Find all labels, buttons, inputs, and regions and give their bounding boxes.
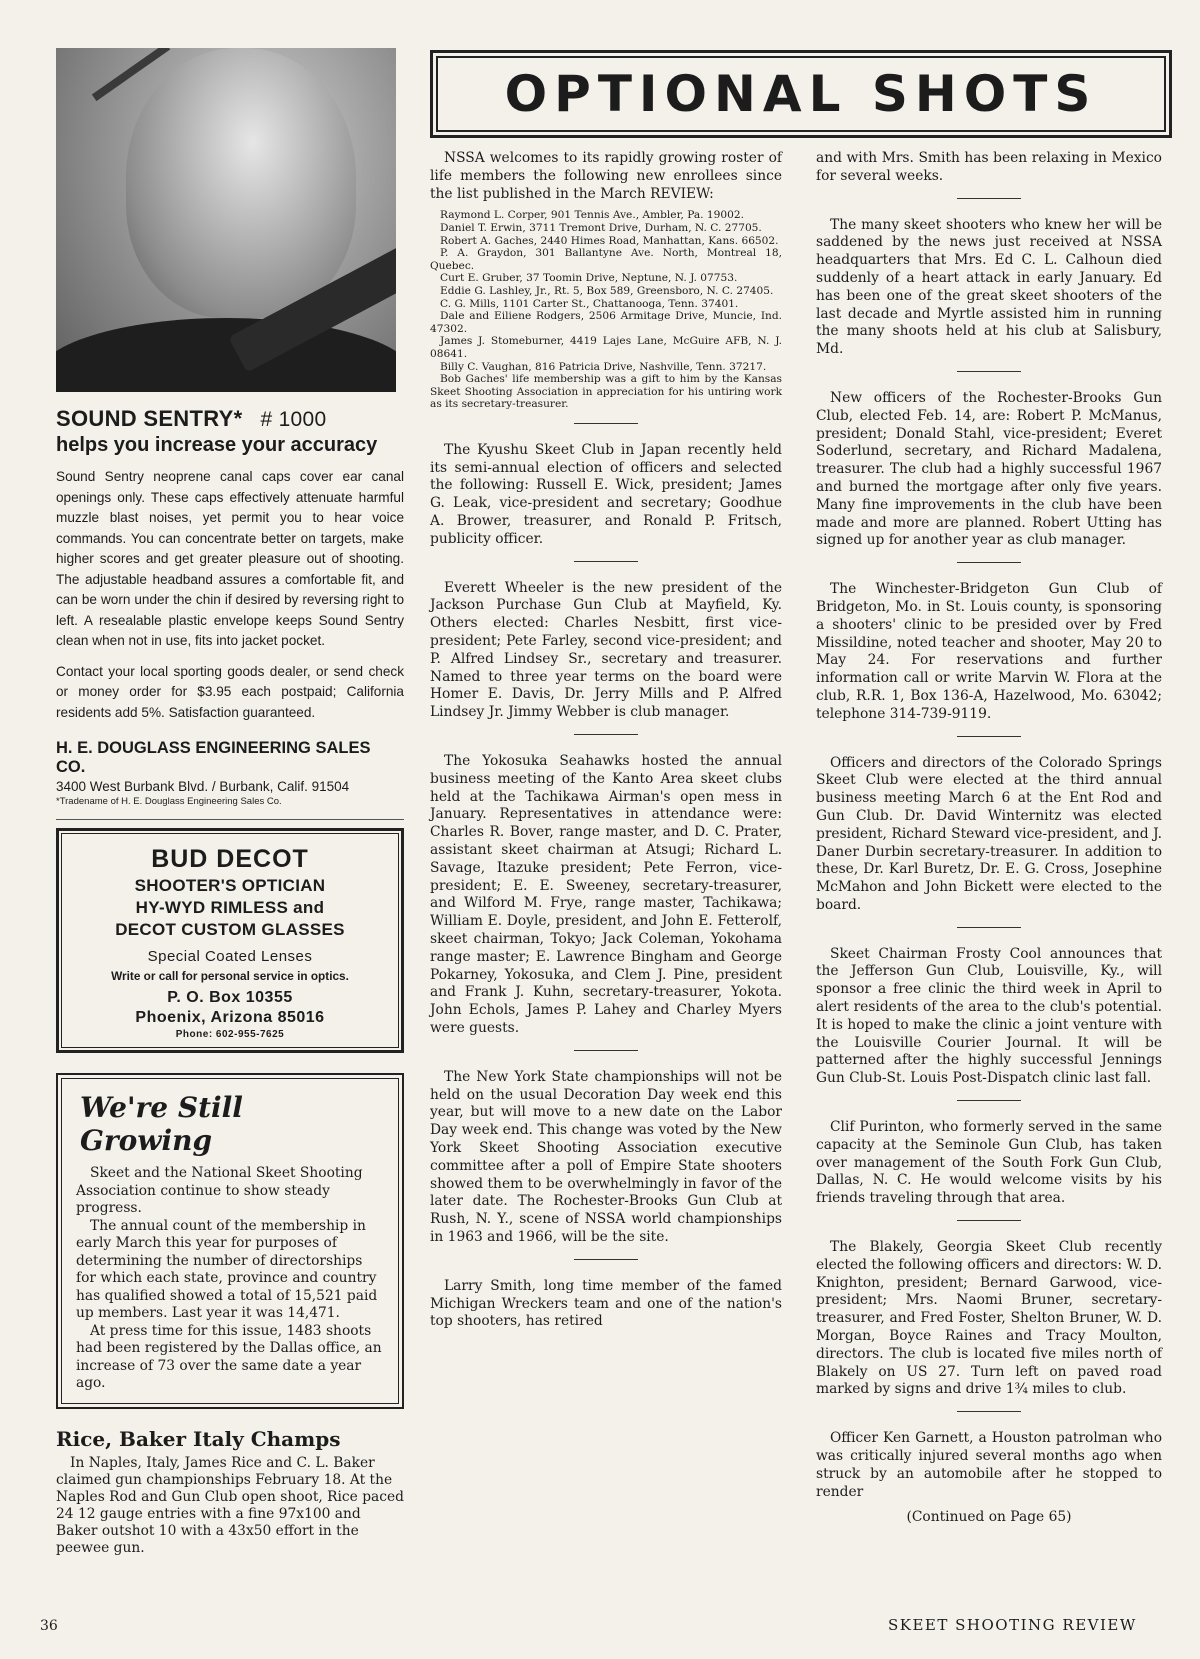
divider	[957, 1100, 1021, 1101]
continued-note: (Continued on Page 65)	[906, 1509, 1072, 1526]
member-entry: Curt E. Gruber, 37 Toomin Drive, Neptune, N. J. 07753.	[440, 272, 738, 285]
divider	[957, 1411, 1021, 1412]
divider	[957, 562, 1021, 563]
decot-line3: DECOT CUSTOM GLASSES	[115, 920, 345, 939]
kyushu-item: The Kyushu Skeet Club in Japan recently held its semi-annual election of officers and selected the following: Russell E. Wick, president; James G. Leak, vice-president and secretary; Goodhue A. Brower, treasurer, and Ronald P. Fritsch, publicity officer.	[430, 441, 782, 547]
yokosuka-item: The Yokosuka Seahawks hosted the annual business meeting of the Kanto Area skeet clubs held at the Tachikawa Airman's open mess in January. Representatives in attendance were: Charles R. Bover, range master, and D. C. Prater, assistant skeet chairman at Atsugi; Richard L. Savage, Itazuke president; Pete Ferron, vice-president; E. E. Sweeney, secretary-treasurer, and Wilford M. Frye, range master, Tachikawa; William E. Doyle, president, and John E. Fetterolf, skeet chairman, Tokyo; Jack Coleman, Yokohama range master; E. Lawrence Bingham and George Pokarney, Yokosuka, and Clem J. Pine, president and Frank J. Kuhn, secretary-treasurer, Yokota. John Echols, James P. Lahey and Charley Myers were guests.	[430, 753, 782, 1036]
decot-line1: SHOOTER'S OPTICIAN	[134, 876, 326, 895]
still-growing-p2: The annual count of the membership in early March this year for purposes of determining the number of directorships for which each state, province and country has qualified showed a total of 15,521 paid up members. Last year it was 14,471.	[76, 1217, 378, 1321]
sound-sentry-company: H. E. DOUGLASS ENGINEERING SALES CO.	[56, 739, 371, 776]
divider	[574, 734, 638, 735]
sound-sentry-subtitle: helps you increase your accuracy	[56, 434, 378, 456]
member-entry: C. G. Mills, 1101 Carter St., Chattanooga, Tenn. 37401.	[440, 297, 739, 310]
section-header	[430, 50, 1172, 138]
member-entry: Billy C. Vaughan, 816 Patricia Drive, Nashville, Tenn. 37217.	[440, 360, 767, 373]
member-entry: Dale and Eiliene Rodgers, 2506 Armitage Drive, Muncie, Ind. 47302.	[430, 310, 782, 335]
divider	[574, 1259, 638, 1260]
member-entry: P. A. Graydon, 301 Ballantyne Ave. North, Montreal 18, Quebec.	[430, 247, 782, 272]
colorado-item: Officers and directors of the Colorado Springs Skeet Club were elected at the third annual business meeting March 6 at the Ent Rod and Gun Club. Dr. David Winternitz was elected president, Richard Steward vice-president, and J. Daner Durbin secretary-treasurer. In addition to these, Dr. Karl Buretz, Dr. E. G. Cross, Josephine McMahon and John Bickett were elected to the board.	[816, 754, 1162, 913]
member-entry: Raymond L. Corper, 901 Tennis Ave., Ambler, Pa. 19002.	[440, 209, 744, 222]
bud-decot-ad	[56, 828, 404, 1053]
member-note: Bob Gaches' life membership was a gift to him by the Kansas Skeet Shooting Association in appreciation for his untiring work as its secretary-treasurer.	[430, 373, 782, 411]
decot-write: Write or call for personal service in optics.	[111, 969, 349, 983]
divider	[957, 927, 1021, 928]
decot-lenses: Special Coated Lenses	[147, 948, 313, 965]
divider	[957, 736, 1021, 737]
member-entry: Daniel T. Erwin, 3711 Tremont Drive, Durham, N. C. 27705.	[440, 221, 762, 234]
photo-head-shape	[126, 48, 356, 318]
still-growing-p1: Skeet and the National Skeet Shooting Association continue to show steady progress.	[76, 1165, 363, 1216]
sound-sentry-trademark: *Tradename of H. E. Douglass Engineering Sales Co.	[56, 796, 282, 807]
smith-item-cont: and with Mrs. Smith has been relaxing in Mexico for several weeks.	[816, 150, 1162, 184]
decot-name: BUD DECOT	[151, 845, 309, 873]
middle-column	[430, 150, 782, 1337]
magazine-name: SKEET SHOOTING REVIEW	[888, 1616, 1137, 1634]
life-members-intro: NSSA welcomes to its rapidly growing roster of life members the following new enrollees since the list published in the March REVIEW:	[430, 150, 782, 202]
decot-po-box: P. O. Box 10355	[167, 989, 293, 1006]
decot-phone: Phone: 602-955-7625	[175, 1029, 285, 1040]
winchester-item: The Winchester-Bridgeton Gun Club of Bridgeton, Mo. in St. Louis county, is sponsoring a shooters' clinic to be presided over by Fred Missildine, noted teacher and shooter, May 20 to May 24. For reservations and further information call or write Marvin W. Flora at the club, R.R. 1, Box 136-A, Hazelwood, Mo. 63042; telephone 314-739-9119.	[816, 581, 1162, 722]
page-number: 36	[40, 1618, 58, 1634]
calhoun-item: The many skeet shooters who knew her will be saddened by the news just received at NSSA headquarters that Mrs. Ed C. L. Calhoun died suddenly of a heart attack in early January. Ed has been one of the great skeet shooters of the last decade and Myrtle assisted him in running the many shoots held at his club at Salisbury, Md.	[816, 216, 1162, 358]
divider	[56, 819, 404, 820]
page-title: OPTIONAL SHOTS	[504, 65, 1098, 123]
still-growing-box	[56, 1073, 404, 1409]
divider	[957, 198, 1021, 199]
ad-photo-shooter	[56, 48, 396, 392]
new-york-item: The New York State championships will not be held on the usual Decoration Day week end this year, but will move to a new date on the Labor Day week end. This change was voted by the New York Skeet Shooting Association executive committee after a poll of Empire State shooters showed them to be overwhelmingly in favor of the later date. The Rochester-Brooks Gun Club at Rush, N. Y., scene of NSSA world championships in 1963 and 1966, will be the site.	[430, 1068, 782, 1245]
rice-baker-body: In Naples, Italy, James Rice and C. L. Baker claimed gun championships February 18. At the Naples Rod and Gun Club open shoot, Rice paced 24 12 gauge entries with a fine 97x100 and Baker outshot 10 with a 43x50 effort in the peewee gun.	[56, 1454, 404, 1556]
sound-sentry-model: # 1000	[260, 408, 327, 431]
divider	[574, 423, 638, 424]
photo-shoulder-shape	[56, 318, 396, 392]
garnett-item: Officer Ken Garnett, a Houston patrolman who was critically injured several months ago when struck by an automobile after he stopped to render	[816, 1430, 1162, 1500]
still-growing-title: We're Still Growing	[80, 1091, 243, 1157]
purinton-item: Clif Purinton, who formerly served in the same capacity at the Seminole Gun Club, has taken over management of the South Fork Gun Club, Dallas, N. C. He would welcome visits by his friends traveling through that area.	[816, 1119, 1162, 1207]
sound-sentry-body: Sound Sentry neoprene canal caps cover ear canal openings only. These caps effectively attenuate harmful muzzle blast noises, yet permit you to hear voice commands. You can concentrate better on targets, make higher scores and get greater pleasure out of shooting. The adjustable headband assures a comfortable fit, and can be worn under the chin if desired by reversing right to left. A resealable plastic envelope keeps Sound Sentry clean when not in use, fits into jacket pocket.	[56, 469, 404, 648]
still-growing-p3: At press time for this issue, 1483 shoots had been registered by the Dallas office, an increase of 73 over the same date a year ago.	[76, 1322, 382, 1391]
member-entry: Robert A. Gaches, 2440 Himes Road, Manhattan, Kans. 66502.	[440, 234, 779, 247]
smith-item: Larry Smith, long time member of the famed Michigan Wreckers team and one of the nation's top shooters, has retired	[430, 1277, 782, 1330]
wheeler-item: Everett Wheeler is the new president of the Jackson Purchase Gun Club at Mayfield, Ky. Others elected: Charles Nesbitt, first vice-president; Pete Farley, second vice-president; and P. Alfred Lindsey Sr., secretary and treasurer. Named to three year terms on the board were Homer E. Davis, Dr. Jerry Mills and P. Alfred Lindsey Jr. Jimmy Webber is club manager.	[430, 579, 782, 721]
decot-city: Phoenix, Arizona 85016	[135, 1009, 325, 1026]
sound-sentry-title: SOUND SENTRY* # 1000	[56, 406, 327, 431]
rochester-item: New officers of the Rochester-Brooks Gun Club, elected Feb. 14, are: Robert P. McManus, president; Donald Stahl, vice-president; Everet Soderlund, secretary, and Richard Madalena, treasurer. The club had a highly successful 1967 and burned the mortgage after only five years. Many fine improvements in the club have been made and more are planned. Robert Utting has signed up for another year as club manager.	[816, 389, 1162, 549]
divider	[574, 561, 638, 562]
divider	[574, 1050, 638, 1051]
divider	[957, 371, 1021, 372]
jefferson-item: Skeet Chairman Frosty Cool announces that the Jefferson Gun Club, Louisville, Ky., will sponsor a free clinic the third week in April to alert residents of the area to the club's potential. It is hoped to make the clinic a joint venture with the Louisville Courier Journal. It will be patterned after the highly successful Jennings Gun Club-St. Louis Post-Dispatch clinic last fall.	[816, 945, 1162, 1087]
left-column	[56, 48, 404, 1557]
divider	[957, 1220, 1021, 1221]
blakely-item: The Blakely, Georgia Skeet Club recently elected the following officers and directors: W. D. Knighton, president; Bernard Garwood, vice-president; Mrs. Naomi Bruner, secretary-treasurer, and Fred Foster, Shelton Bruner, W. D. Morgan, Boyce Raines and Tracy Moulton, directors. The club is located five miles north of Blakely on US 27. Turn left on paved road marked by signs and drive 1¾ miles to club.	[816, 1239, 1162, 1398]
decot-line2: HY-WYD RIMLESS and	[135, 898, 325, 917]
member-entry: Eddie G. Lashley, Jr., Rt. 5, Box 589, Greensboro, N. C. 27405.	[440, 284, 774, 297]
rice-baker-title: Rice, Baker Italy Champs	[56, 1426, 341, 1451]
sound-sentry-address: 3400 West Burbank Blvd. / Burbank, Calif. 91504	[56, 779, 350, 794]
right-column	[816, 150, 1162, 1527]
sound-sentry-order-info: Contact your local sporting goods dealer, or send check or money order for $3.95 each postpaid; California residents add 5%. Satisfaction guaranteed.	[56, 663, 404, 720]
member-entry: James J. Stomeburner, 4419 Lajes Lane, McGuire AFB, N. J. 08641.	[430, 335, 782, 360]
